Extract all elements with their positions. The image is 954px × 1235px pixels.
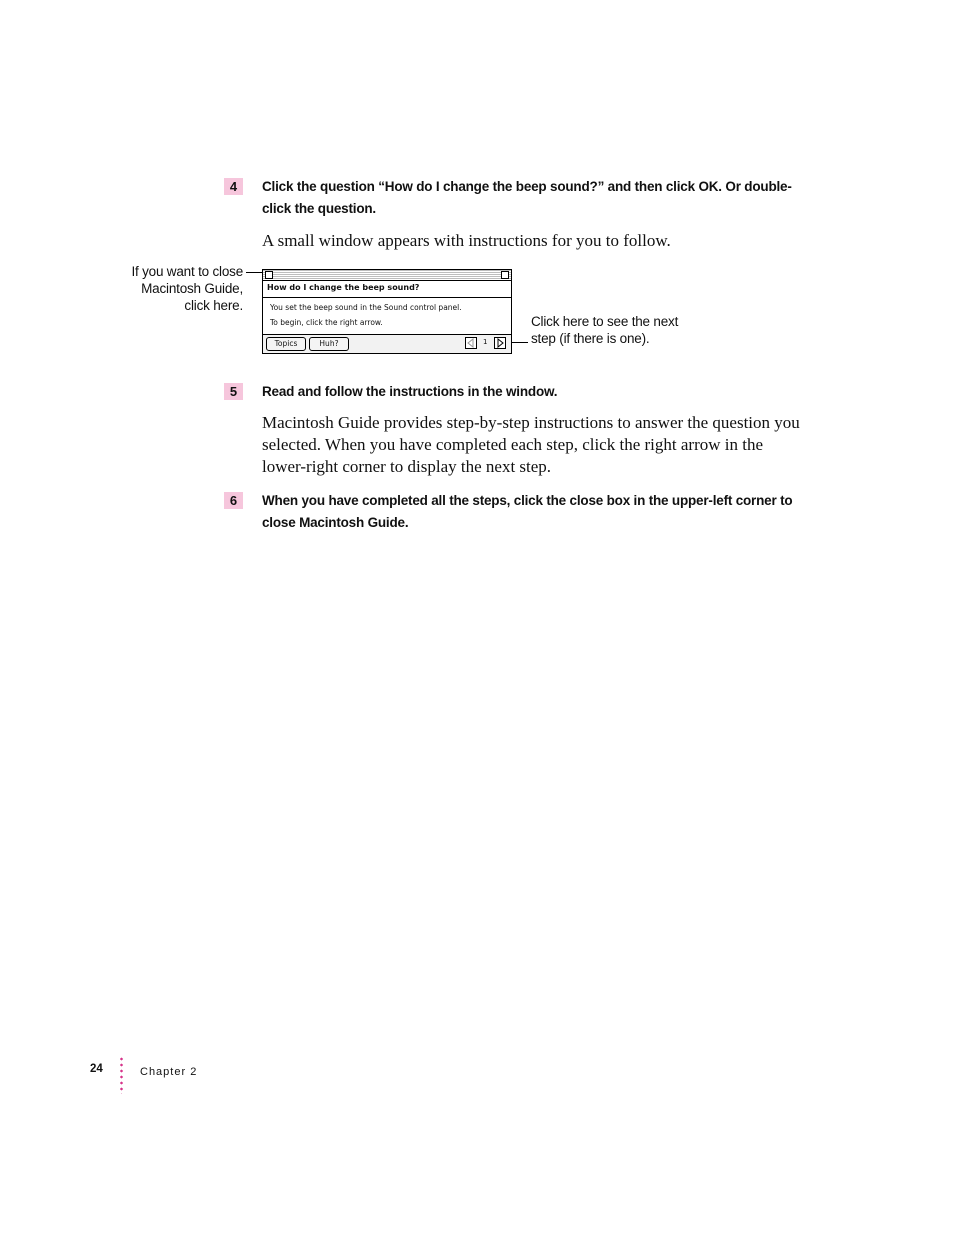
window-divider [263,297,511,298]
chapter-label: Chapter 2 [140,1066,198,1078]
next-leader-line [512,342,528,343]
step-description: Macintosh Guide provides step-by-step instructions to answer the question you selected. When you have completed each step, click the right arrow in the lower-right corner to display the next step. [262,413,800,476]
margin-dots [120,1056,123,1094]
step-instruction: Click the question “How do I change the beep sound?” and then click OK. Or double-click the question. [262,179,792,216]
guide-question: How do I change the beep sound? [267,283,420,292]
step-description: A small window appears with instructions for you to follow. [262,231,671,250]
topics-button[interactable]: Topics [266,337,306,351]
step-number-badge: 5 [224,383,243,400]
left-arrow-button[interactable] [465,337,477,349]
close-callout-line: click here. [184,298,243,313]
close-callout-line: If you want to close [131,264,243,279]
step-number-badge: 6 [224,492,243,509]
page-number: 24 [90,1063,103,1075]
close-box-icon[interactable] [265,271,273,279]
guide-instruction-line: To begin, click the right arrow. [270,318,383,327]
window-titlebar[interactable] [263,270,511,281]
next-callout-line: Click here to see the next [531,314,679,329]
close-callout-line: Macintosh Guide, [141,281,243,296]
next-callout [531,313,731,347]
window-footer [263,334,511,353]
close-callout [120,263,243,314]
step-instruction: When you have completed all the steps, click the close box in the upper-left corner to close Macintosh Guide. [262,493,793,530]
next-callout-line: step (if there is one). [531,331,650,346]
guide-instruction-line: You set the beep sound in the Sound control panel. [270,303,462,312]
right-arrow-button[interactable] [494,337,506,349]
left-arrow-icon [466,338,476,348]
right-arrow-icon [495,338,505,348]
step-number-badge: 4 [224,178,243,195]
guide-window [262,269,512,354]
page-indicator: 1 [483,338,488,346]
step-instruction: Read and follow the instructions in the window. [262,384,558,399]
huh-button[interactable]: Huh? [309,337,349,351]
zoom-box-icon[interactable] [501,271,509,279]
